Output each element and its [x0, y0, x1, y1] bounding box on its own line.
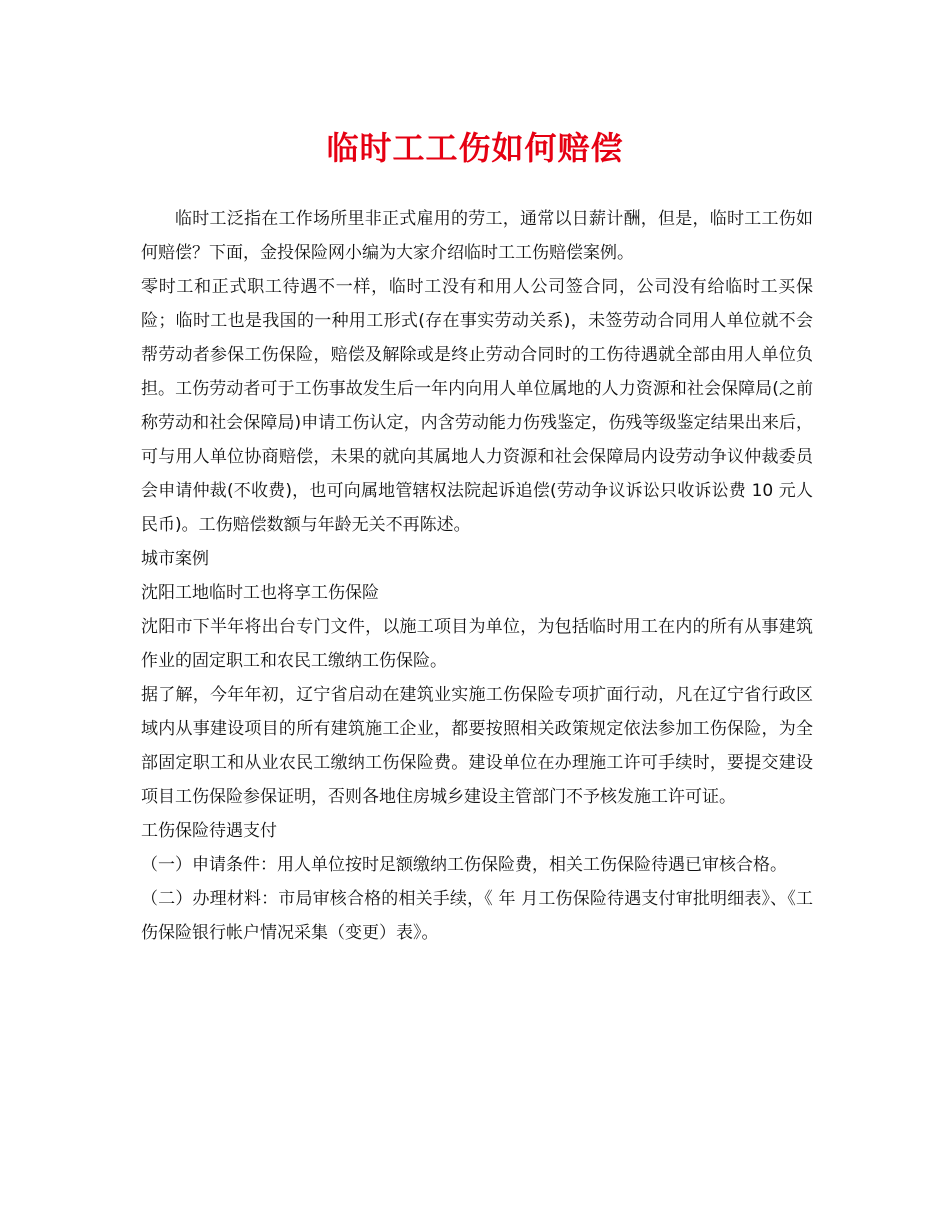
paragraph-intro: 临时工泛指在工作场所里非正式雇用的劳工，通常以日薪计酬，但是，临时工工伤如何赔偿？下面，金投保险网小编为大家介绍临时工工伤赔偿案例。 [141, 209, 813, 263]
document-body [141, 202, 813, 950]
subheading-shenyang: 沈阳工地临时工也将享工伤保险 [141, 583, 379, 603]
paragraph-application-conditions: （一）申请条件：用人单位按时足额缴纳工伤保险费，相关工伤保险待遇已审核合格。 [141, 855, 787, 875]
section-heading-payment: 工伤保险待遇支付 [141, 821, 277, 841]
document-title: 临时工工伤如何赔偿 [326, 129, 624, 167]
paragraph-required-materials: （二）办理材料：市局审核合格的相关手续，《 年 月工伤保险待遇支付审批明细表》、《工伤保险银行帐户情况采集（变更）表》。 [141, 889, 813, 943]
paragraph-liaoning-action: 据了解，今年年初，辽宁省启动在建筑业实施工伤保险专项扩面行动，凡在辽宁省行政区域内从事建设项目的所有建筑施工企业，都要按照相关政策规定依法参加工伤保险，为全部固定职工和从业农民工缴纳工伤保险费。建设单位在办理施工许可手续时，要提交建设项目工伤保险参保证明，否则各地住房城乡建设主管部门不予核发施工许可证。 [141, 685, 813, 807]
section-heading-city-cases: 城市案例 [141, 549, 209, 569]
paragraph-shenyang-policy: 沈阳市下半年将出台专门文件，以施工项目为单位，为包括临时用工在内的所有从事建筑作业的固定职工和农民工缴纳工伤保险。 [141, 617, 813, 671]
paragraph-temporary-worker-treatment: 零时工和正式职工待遇不一样，临时工没有和用人公司签合同，公司没有给临时工买保险；临时工也是我国的一种用工形式(存在事实劳动关系)，未签劳动合同用人单位就不会帮劳动者参保工伤保险，赔偿及解除或是终止劳动合同时的工伤待遇就全部由用人单位负担。工伤劳动者可于工伤事故发生后一年内向用人单位属地的人力资源和社会保障局(之前称劳动和社会保障局)申请工伤认定，内含劳动能力伤残鉴定，伤残等级鉴定结果出来后，可与用人单位协商赔偿，未果的就向其属地人力资源和社会保障局内设劳动争议仲裁委员会申请仲裁(不收费)，也可向属地管辖权法院起诉追偿(劳动争议诉讼只收诉讼费 10 元人民币)。工伤赔偿数额与年龄无关不再陈述。 [141, 277, 813, 535]
